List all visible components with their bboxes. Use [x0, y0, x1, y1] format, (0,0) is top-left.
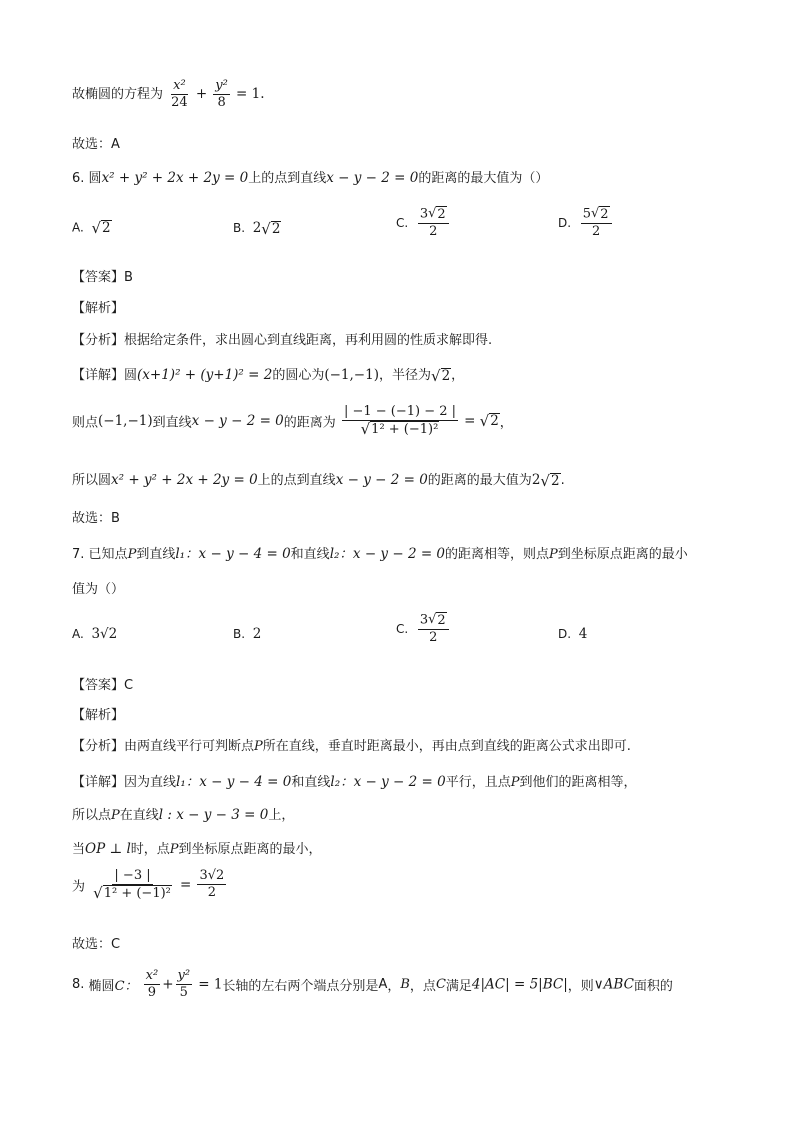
choice-line-a: 故选：A [72, 137, 120, 152]
q7-detail-1: 【详解】因为直线l₁：x − y − 4 = 0和直线l₂：x − y − 2 = 0平行，且点P到他们的距离相等， [72, 774, 637, 790]
fraction-y2-8: $\frac{\text{y²}}{8}$ [215, 78, 228, 110]
fraction-x2-24: $\frac{\text{x²}}{24}$ [171, 78, 188, 110]
sqrt-icon: √ 2 [261, 219, 281, 238]
q7-detail-2: 所以点P在直线l : x − y − 3 = 0上， [72, 807, 295, 823]
ellipse-equation-line: 故椭圆的方程为 $\frac{\text{x²}}{24}$ + $\frac{\text{y²}}{8}$ = 1. [72, 78, 265, 110]
q7-detail-3: 当OP ⊥ l时，点P到坐标原点距离的最小， [72, 841, 322, 857]
q7-detail-4: 为 | −3 | √ 1² + (−1)² = $\frac{3√2}{2}$ [72, 868, 225, 902]
question-8-stem: 8. 椭圆C： $\frac{\text{x²}}{9}$ + $\frac{\text{y²}}{5}$ = 1长轴的左右两个端点分别是A，B，点C满足4|AC| = 5|BC|，则∨ABC面积的 [72, 968, 673, 1000]
q6-option-c[interactable]: C. 3 √ 2 2 [396, 206, 451, 240]
q6-answer: 【答案】B [72, 270, 133, 285]
q7-choice: 故选：C [72, 937, 121, 952]
q6-option-a[interactable]: A. √ 2 [72, 219, 111, 237]
q7-option-d[interactable]: D. 4 [558, 626, 588, 642]
sqrt-icon: √ 2 [91, 219, 111, 237]
q6-analysis-heading: 【解析】 [72, 301, 125, 316]
q7-option-c[interactable]: C. 3 √ 2 2 [396, 612, 451, 646]
q7-answer: 【答案】C [72, 678, 134, 693]
q6-choice: 故选：B [72, 511, 120, 526]
question-7-stem-line2: 值为（） [72, 582, 125, 597]
question-6-stem: 6. 圆x² + y² + 2x + 2y = 0上的点到直线x − y − 2 = 0的距离的最大值为（） [72, 170, 549, 186]
q7-analysis-heading: 【解析】 [72, 708, 125, 723]
q7-option-b[interactable]: B. 2 [233, 626, 262, 642]
q6-detail-center: 【详解】圆(x+1)² + (y+1)² = 2的圆心为(−1,−1)，半径为 √ 2 ， [72, 366, 465, 385]
q6-option-d[interactable]: D. 5 √ 2 2 [558, 206, 614, 240]
q6-distance: 则点(−1,−1)到直线x − y − 2 = 0的距离为 | −1 − (−1) − 2 | √ 1² + (−1)² = √ 2 ， [72, 404, 513, 438]
q7-option-a[interactable]: A. 3√2 [72, 626, 118, 642]
q6-option-b[interactable]: B. 2 √ 2 [233, 219, 281, 238]
q6-conclusion: 所以圆x² + y² + 2x + 2y = 0上的点到直线x − y − 2 = 0的距离的最大值为2 √ 2 . [72, 471, 565, 490]
q6-fenxi: 【分析】根据给定条件，求出圆心到直线距离，再利用圆的性质求解即得. [72, 333, 493, 348]
q7-fenxi: 【分析】由两直线平行可判断点P所在直线，垂直时距离最小，再由点到直线的距离公式求出即可. [72, 739, 631, 754]
question-7-stem-line1: 7. 已知点P到直线l₁：x − y − 4 = 0和直线l₂：x − y − 2 = 0的距离相等，则点P到坐标原点距离的最小 [72, 546, 688, 562]
